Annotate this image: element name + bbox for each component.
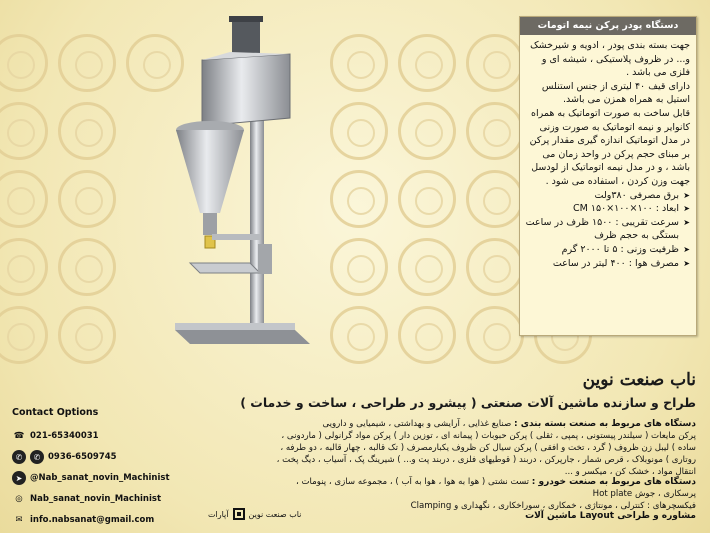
powder-filler-machine-illustration <box>150 8 320 353</box>
telegram-handle: @Nab_sanat_novin_Machinist <box>30 473 170 483</box>
panel-paragraph: جهت بسته بندی پودر ، ادویه و شیرخشک و... در ظروف پلاستیکی ، شیشه ای و فلزی می باشد . <box>530 40 690 79</box>
phone-number: 021-65340031 <box>30 431 99 441</box>
contact-email[interactable] <box>12 512 154 528</box>
section-text: پرکن مایعات ( سیلندر پیستونی ، پمپی ، ثقلی ) پرکن حبوبات ( پیمانه ای ، توزین دار ) پرکن مواد گرانولی ( ماردونی ، ساده ) لیبل زن ظروف ( گرد ، تخت و افقی ) پرکن سیال کن ظروف یکبارمصرف ( تک قالبه ، چهار قالبه ، دو طرفه ، روتاری ) مونوبلاک ، قرص شمار ، جارپرکن ، دربند ( قوطیهای فلزی ، دربند پت و... ) شیرینگ پک ، آسیاب ، دیگ پخت ، انتقال مواد ، خشک کن ، میکسر و ... <box>276 431 696 477</box>
spec-item: ➤ برق مصرفی ۳۸۰ولت <box>524 189 690 203</box>
section-text: فیکسچرهای : کنترلی ، مونتاژی ، خمکاری ، سوراخکاری ، نگهداری و <box>454 501 696 511</box>
consulting-line <box>525 511 696 521</box>
company-name: ناب صنعت نوین <box>582 370 696 390</box>
viber-icon: ✆ <box>30 450 44 464</box>
phone-icon: ☎ <box>13 431 25 441</box>
whatsapp-number: 0936-6509745 <box>48 452 117 462</box>
aparat-logo[interactable] <box>208 508 301 520</box>
consulting-post: ماشین آلات <box>525 511 577 521</box>
contact-telegram[interactable] <box>12 470 170 486</box>
panel-title: دستگاه پودر پرکن نیمه اتومات <box>520 17 696 35</box>
section-heading: دستگاه های مربوط به صنعت خودرو : <box>531 477 696 487</box>
panel-paragraph: قابل ساخت به صورت اتوماتیک به همراه کانوایر و نیمه اتوماتیک به صورت وزنی <box>531 107 690 133</box>
contact-title: Contact Options <box>12 407 99 418</box>
contact-phone[interactable] <box>12 428 99 444</box>
clamping-label: Clamping <box>410 501 452 511</box>
consulting-layout: Layout <box>579 511 615 521</box>
hotplate-label: Hot plate <box>592 489 633 499</box>
spec-item: ➤ سرعت تقریبی : ۱۵۰۰ ظرف در ساعت بستگی به حجم ظرف <box>524 216 690 243</box>
consulting-pre: مشاوره و طراحی <box>617 511 696 521</box>
spec-list <box>524 189 690 271</box>
section-automotive <box>261 476 696 512</box>
whatsapp-icon: ✆ <box>12 450 26 464</box>
email-address: info.nabsanat@gmail.com <box>30 515 155 525</box>
spec-item: ➤ ظرفیت وزنی : ۵ تا ۲۰۰۰ گرم <box>524 243 690 257</box>
section-heading-tail: صنایع غذایی ، آرایشی و بهداشتی ، شیمیایی و دارویی <box>322 419 512 429</box>
company-slogan: طراح و سازنده ماشین آلات صنعتی ( پیشرو در طراحی ، ساخت و خدمات ) <box>240 395 696 410</box>
section-packaging <box>261 418 696 478</box>
contact-whatsapp[interactable] <box>12 449 117 465</box>
instagram-icon: ◎ <box>15 494 23 504</box>
logo-left-text: آپارات <box>208 509 229 519</box>
panel-body <box>520 35 696 270</box>
spec-item: ➤ ابعاد : ۱۰۰×۱۰۰×۱۵۰ CM <box>524 202 690 216</box>
telegram-icon: ➤ <box>12 471 26 485</box>
email-icon: ✉ <box>15 515 23 525</box>
spec-item: ➤ مصرف هوا : ۴۰۰ لیتر در ساعت <box>524 257 690 271</box>
contact-instagram[interactable] <box>12 491 161 507</box>
section-heading: دستگاه های مربوط به صنعت بسته بندی : <box>514 419 696 429</box>
panel-paragraph: در مدل اتوماتیک اندازه گیری مقدار پرکن بر مبنای حجم پرکن در واحد زمان می باشد ، و در مدل نیمه اتوماتیک از لودسل جهت وزن کردن ، استفاده می شود . <box>529 135 690 187</box>
section-heading-tail: تست نشتی ( هوا به هوا ، هوا به آب ) ، مجموعه سازی ، پنومات ، پرسکاری ، جوش <box>295 477 696 499</box>
product-info-panel <box>519 16 697 336</box>
logo-right-text: ناب صنعت نوین <box>248 509 302 519</box>
instagram-handle: Nab_sanat_novin_Machinist <box>30 494 162 504</box>
panel-paragraph: دارای قیف ۴۰ لیتری از جنس استنلس استیل به همراه همزن می باشد. <box>541 80 690 106</box>
aparat-icon <box>233 508 245 520</box>
